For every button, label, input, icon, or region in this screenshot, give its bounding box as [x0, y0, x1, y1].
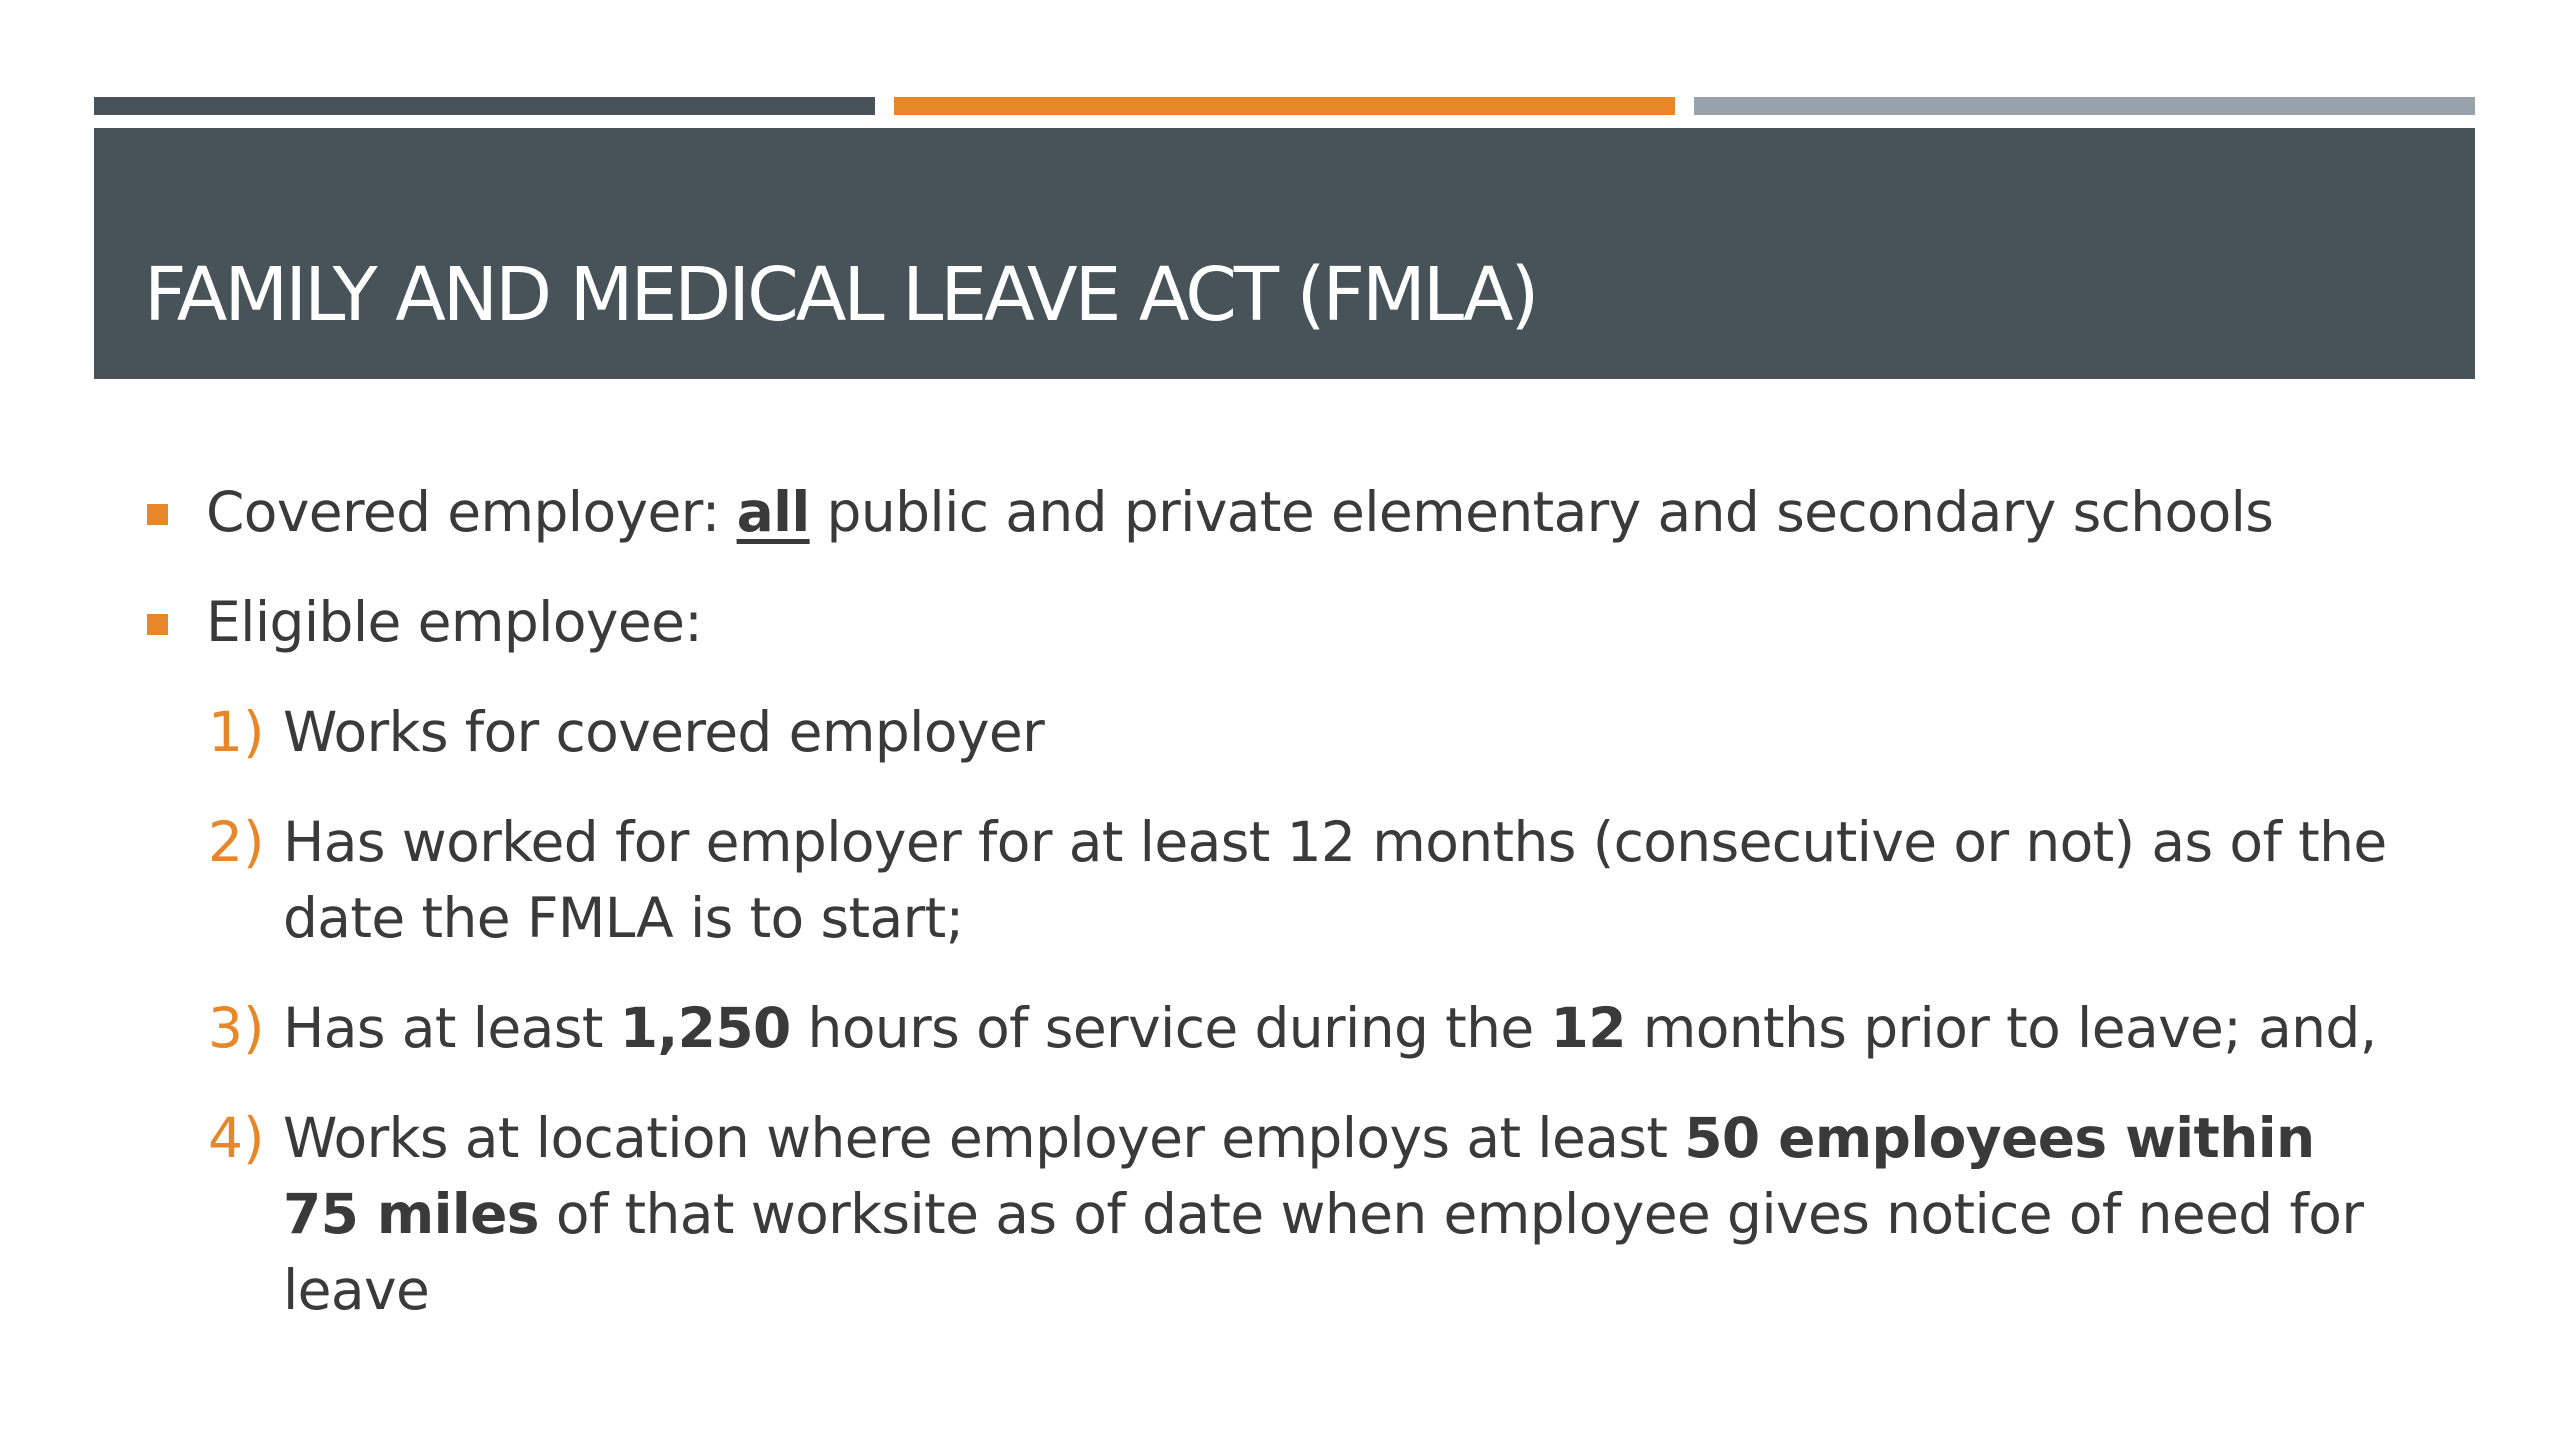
emphasis-all: all: [736, 480, 810, 544]
numbered-text: Has worked for employer for at least 12 months (consecutive or not) as of the date the FMLA is to start;: [283, 810, 2387, 950]
accent-bar-gray: [1694, 97, 2475, 115]
numbered-text: Has at least 1,250 hours of service during the 12 months prior to leave; and,: [283, 996, 2377, 1060]
emphasis-employees-within: 50 employees within 75 miles: [283, 1106, 2315, 1246]
square-bullet-icon: [147, 504, 168, 525]
bullet-text: Covered employer: all public and private elementary and secondary schools: [206, 480, 2274, 544]
numbered-text: Works for covered employer: [283, 700, 1045, 764]
emphasis-months: 12: [1550, 996, 1626, 1060]
accent-bar-dark: [94, 97, 875, 115]
square-bullet-icon: [147, 614, 168, 635]
bullet-text: Eligible employee:: [206, 590, 703, 654]
accent-bar-orange: [894, 97, 1675, 115]
numbered-text: Works at location where employer employs at least 50 employees within 75 miles of that worksite as of date when employee gives notice of need for leave: [283, 1106, 2364, 1322]
number-marker: 1): [208, 700, 265, 764]
title-band: [94, 128, 2475, 379]
number-marker: 2): [208, 810, 265, 874]
number-marker: 3): [208, 996, 265, 1060]
number-marker: 4): [208, 1106, 265, 1170]
slide-title: FAMILY AND MEDICAL LEAVE ACT (FMLA): [144, 252, 1537, 338]
emphasis-hours: 1,250: [619, 996, 791, 1060]
